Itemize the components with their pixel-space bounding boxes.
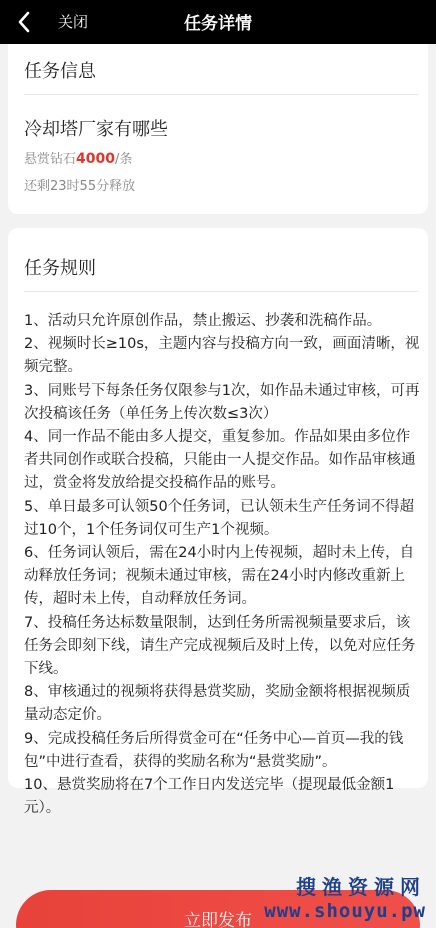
task-rules-heading: 任务规则: [24, 258, 96, 279]
reward-line: [24, 148, 132, 167]
rule-item: 8、审核通过的视频将获得悬赏奖励，奖励金额将根据视频质量动态定价。: [24, 684, 411, 724]
divider: [24, 291, 418, 292]
rule-item: 2、视频时长≥10s，主题内容与投稿方向一致，画面清晰，视频完整。: [24, 336, 420, 376]
divider: [24, 94, 418, 95]
rule-item: 5、单日最多可认领50个任务词，已认领未生产任务词不得超过10个，1个任务词仅可生产1个视频。: [24, 498, 415, 538]
task-name: 冷却塔厂家有哪些: [24, 119, 168, 140]
rule-item: 3、同账号下每条任务仅限参与1次，如作品未通过审核，可再次投稿该任务（单任务上传次数≤3次）: [24, 382, 420, 422]
close-button[interactable]: 关闭: [58, 13, 89, 31]
rule-item: 7、投稿任务达标数量限制，达到任务所需视频量要求后，该任务会即刻下线，请生产完成视频后及时上传，以免对应任务下线。: [24, 614, 416, 678]
task-rules-card: [8, 228, 428, 817]
reward-amount: 4000: [76, 151, 115, 167]
rule-item: 6、任务词认领后，需在24小时内上传视频，超时未上传，自动释放任务词；视频未通过审核，需在24小时内修改重新上传，超时未上传，自动释放任务词。: [24, 545, 415, 608]
top-nav-bar: [0, 0, 436, 44]
rule-item: 1、活动只允许原创作品，禁止搬运、抄袭和洗稿作品。: [24, 313, 382, 329]
rule-item: 9、完成投稿任务后所得赏金可在“任务中心—首页—我的钱包”中进行查看，获得的奖励名称为“悬赏奖励”。: [24, 730, 404, 770]
rule-item: 10、悬赏奖励将在7个工作日内发送完毕（提现最低金额1元）。: [24, 777, 395, 817]
publish-now-button[interactable]: 立即发布: [16, 890, 420, 928]
reward-suffix: /条: [114, 152, 133, 167]
page-title: 任务详情: [184, 14, 252, 34]
watermark: [264, 871, 426, 922]
watermark-url: www.shouyu.pw: [264, 900, 426, 922]
rules-list: [24, 310, 424, 820]
task-info-heading: 任务信息: [24, 61, 96, 82]
reward-prefix: 悬赏钻石: [24, 152, 77, 167]
rule-item: 4、同一作品不能由多人提交，重复参加。作品如果由多位作者共同创作或联合投稿，只能由一人提交作品。如作品审核通过，赏金将发放给提交投稿作品的账号。: [24, 429, 416, 492]
remaining-time: 还剩23时55分释放: [24, 179, 136, 194]
task-info-card: [8, 44, 428, 214]
watermark-cn: 搜渔资源网: [296, 875, 426, 899]
